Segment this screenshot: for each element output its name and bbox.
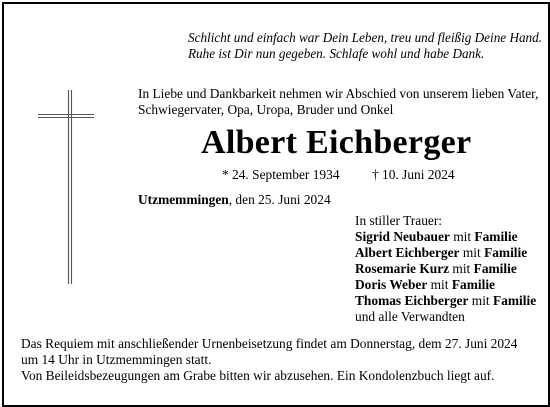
- mourner-connector: mit: [459, 245, 485, 260]
- mourners-list: [355, 213, 536, 325]
- mourner-name: Doris Weber: [355, 277, 428, 292]
- intro-text: [138, 86, 538, 118]
- deceased-name: Albert Eichberger: [201, 124, 472, 161]
- mourner-suffix: Familie: [474, 229, 518, 244]
- mourners-closing: und alle Verwandten: [355, 309, 465, 324]
- mourner-suffix: Familie: [451, 277, 495, 292]
- intro-line-2: Schwiegervater, Opa, Uropa, Bruder und Onkel: [138, 102, 394, 117]
- mourner-suffix: Familie: [484, 245, 528, 260]
- mourner-name: Thomas Eichberger: [355, 293, 469, 308]
- footer-line-3: Von Beileidsbezeugungen am Grabe bitten wir abzusehen. Ein Kondolenzbuch liegt auf.: [21, 368, 495, 383]
- death-date: † 10. Juni 2024: [372, 167, 455, 182]
- footer-text: [21, 336, 517, 384]
- cross-icon: [38, 90, 94, 284]
- memorial-quote: [188, 30, 542, 62]
- obituary-notice: [2, 2, 550, 407]
- mourner-suffix: Familie: [473, 261, 517, 276]
- footer-line-2: um 14 Uhr in Utzmemmingen statt.: [21, 352, 212, 367]
- quote-line-2: Ruhe ist Dir nun gegeben. Schlafe wohl und habe Dank.: [188, 46, 485, 61]
- footer-line-1: Das Requiem mit anschließender Urnenbeisetzung findet am Donnerstag, dem 27. Juni 2024: [21, 336, 518, 351]
- mourner-suffix: Familie: [493, 293, 537, 308]
- mourners-heading: In stiller Trauer:: [355, 213, 443, 228]
- mourner-name: Albert Eichberger: [355, 245, 460, 260]
- mourner-entry: [355, 261, 536, 277]
- place-name: Utzmemmingen: [138, 192, 229, 207]
- mourner-entry: [355, 245, 536, 261]
- mourner-name: Rosemarie Kurz: [355, 261, 450, 276]
- quote-line-1: Schlicht und einfach war Dein Leben, treu und fleißig Deine Hand.: [188, 30, 543, 45]
- mourner-connector: mit: [427, 277, 452, 292]
- mourner-connector: mit: [449, 229, 475, 244]
- mourner-entry: [355, 229, 536, 245]
- mourner-connector: mit: [449, 261, 474, 276]
- mourner-entry: [355, 293, 536, 309]
- mourner-connector: mit: [468, 293, 494, 308]
- mourner-entry: [355, 277, 536, 293]
- notice-date: , den 25. Juni 2024: [228, 192, 331, 207]
- intro-line-1: In Liebe und Dankbarkeit nehmen wir Abschied von unserem lieben Vater,: [138, 86, 539, 101]
- place-date-line: [138, 192, 331, 208]
- birth-date: * 24. September 1934: [222, 167, 340, 182]
- mourner-name: Sigrid Neubauer: [355, 229, 450, 244]
